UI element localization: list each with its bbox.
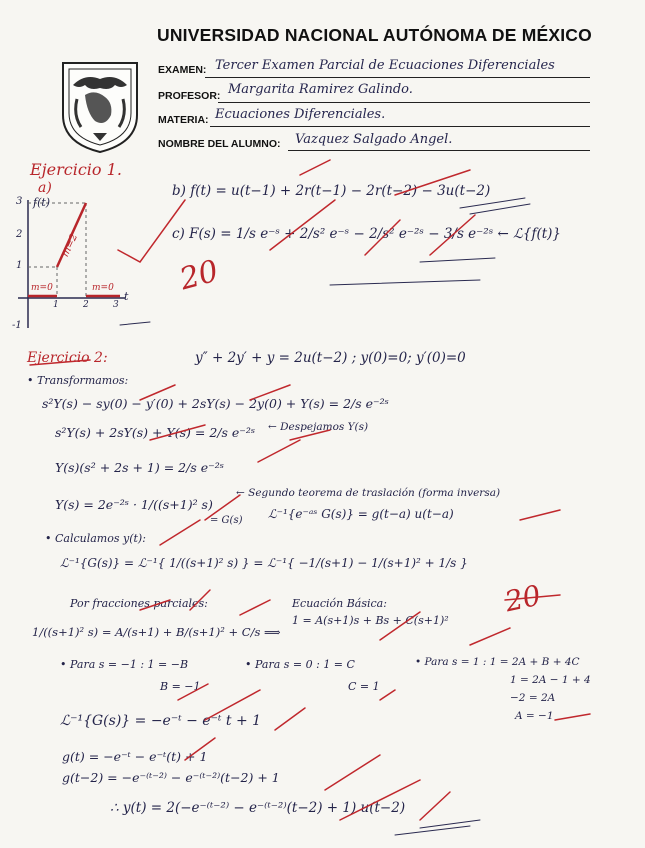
ex2-line-3-note: ← Despejamos Y(s) (268, 421, 369, 433)
check-mark (270, 200, 335, 250)
check-mark (140, 600, 170, 610)
graph-x-tick-3: 3 (113, 300, 119, 310)
professor-value: Margarita Ramirez Galindo. (228, 82, 413, 97)
check-mark (470, 628, 510, 645)
pen-strike (120, 322, 150, 325)
graph-y-tick-1: 1 (16, 260, 23, 271)
subject-label: MATERIA: (158, 114, 209, 126)
ex2-line-1: • Transformamos: (27, 374, 129, 387)
ex2-equation: y″ + 2y′ + y = 2u(t−2) ; y(0)=0; y′(0)=0 (195, 350, 466, 366)
ex2-case-c-2: 1 = 2A − 1 + 4 (510, 674, 591, 686)
student-label: NOMBRE DEL ALUMNO: (158, 138, 281, 150)
university-title: UNIVERSIDAD NACIONAL AUTÓNOMA DE MÉXICO (157, 25, 592, 45)
ex1-grade: 20 (176, 253, 223, 298)
check-mark (205, 690, 260, 720)
graph-y-tick-neg1: -1 (12, 320, 22, 331)
exam-value: Tercer Examen Parcial de Ecuaciones Diferenciales (215, 58, 555, 73)
graph-m0-right: m=0 (92, 283, 114, 293)
underline-mark (505, 595, 560, 600)
ex2-line-12: g(t) = −e⁻ᵗ − e⁻ᵗ(t) + 1 (62, 749, 208, 764)
check-mark (395, 170, 470, 195)
check-mark (250, 385, 290, 400)
ex2-line-8: Por fracciones parciales: (70, 597, 208, 610)
graph-y-tick-2: 2 (16, 229, 23, 240)
ex2-case-b: • Para s = 0 : 1 = C (245, 658, 355, 671)
ex2-line-3: s²Y(s) + 2sY(s) + Y(s) = 2/s e⁻²ˢ (55, 425, 256, 440)
graph-x-tick-2: 2 (83, 300, 89, 310)
check-mark (178, 684, 208, 700)
exam-label: EXAMEN: (158, 64, 207, 76)
check-mark (520, 510, 560, 520)
pen-strike (395, 820, 480, 835)
check-mark (300, 160, 330, 175)
check-mark (190, 590, 210, 610)
check-mark (118, 200, 185, 262)
ex2-line-8-basic: Ecuación Básica: (292, 597, 387, 610)
ex2-case-c-4: A = −1 (515, 710, 554, 722)
ex1-title: Ejercicio 1. (30, 160, 122, 179)
ex2-line-14: ∴ y(t) = 2(−e⁻⁽ᵗ⁻²⁾ − e⁻⁽ᵗ⁻²⁾(t−2) + 1) u(t−2) (110, 800, 406, 816)
ex2-line-5: Y(s) = 2e⁻²ˢ · 1/((s+1)² s) (55, 497, 213, 512)
check-mark (240, 600, 270, 615)
check-mark (140, 385, 175, 400)
check-mark (420, 792, 450, 820)
ex2-line-2: s²Y(s) − sy(0) − y′(0) + 2sY(s) − 2y(0) + Y(s) = 2/s e⁻²ˢ (42, 396, 389, 411)
check-mark (430, 215, 475, 255)
ex2-case-c-3: −2 = 2A (510, 692, 556, 704)
ex2-line-11: ℒ⁻¹{G(s)} = −e⁻ᵗ − e⁻ᵗ t + 1 (60, 713, 262, 729)
check-mark (275, 708, 305, 730)
check-mark (160, 520, 200, 545)
check-mark (380, 612, 420, 640)
graph-f-label: f(t) (33, 196, 51, 209)
ex2-line-5-note: ← Segundo teorema de traslación (forma inversa) (236, 487, 501, 499)
check-mark (205, 495, 240, 520)
pen-strike (330, 258, 495, 285)
ex1-a-label: a) (38, 180, 52, 196)
check-mark (380, 690, 395, 700)
ex2-case-a-result: B = −1 (160, 680, 201, 693)
underline-mark (30, 360, 90, 365)
graph-m0-left: m=0 (31, 283, 53, 293)
ex2-case-b-result: C = 1 (348, 680, 380, 693)
ex2-case-a: • Para s = −1 : 1 = −B (60, 658, 189, 671)
pen-strike (460, 198, 530, 214)
check-mark (340, 780, 420, 820)
ex2-line-5-formula: ℒ⁻¹{e⁻ᵃˢ G(s)} = g(t−a) u(t−a) (268, 507, 454, 521)
check-mark (258, 440, 300, 462)
ex1-b: b) f(t) = u(t−1) + 2r(t−1) − 2r(t−2) − 3u(t−2) (172, 183, 491, 199)
check-mark (185, 738, 215, 760)
ex2-line-6: • Calculamos y(t): (45, 532, 146, 545)
graph-x-tick-1: 1 (53, 300, 59, 310)
ex2-line-5-g: = G(s) (210, 515, 243, 526)
graph-t-label: t (124, 290, 129, 303)
check-mark (325, 755, 380, 790)
check-mark (555, 714, 590, 720)
check-mark (290, 430, 330, 440)
ex1-c: c) F(s) = 1/s e⁻ˢ + 2/s² e⁻ˢ − 2/s² e⁻²ˢ − 3/s e⁻²ˢ ← ℒ{f(t)} (172, 226, 562, 242)
ex2-grade: 20 (501, 578, 544, 619)
ex2-line-7: ℒ⁻¹{G(s)} = ℒ⁻¹{ 1/((s+1)² s) } = ℒ⁻¹{ −1/(s+1) − 1/(s+1)² + 1/s } (60, 556, 468, 570)
ex2-line-9: 1/((s+1)² s) = A/(s+1) + B/(s+1)² + C/s ⟹ (32, 625, 281, 639)
graph-slope-label: m=2 (60, 232, 81, 259)
ex2-case-c: • Para s = 1 : 1 = 2A + B + 4C (415, 656, 580, 668)
graph-y-tick-3: 3 (16, 196, 23, 207)
ex2-line-13: g(t−2) = −e⁻⁽ᵗ⁻²⁾ − e⁻⁽ᵗ⁻²⁾(t−2) + 1 (62, 770, 280, 785)
student-value: Vazquez Salgado Angel. (295, 132, 453, 147)
professor-label: PROFESOR: (158, 90, 221, 102)
check-mark (365, 220, 400, 255)
ex2-line-4: Y(s)(s² + 2s + 1) = 2/s e⁻²ˢ (55, 460, 224, 475)
ex2-line-9-basic: 1 = A(s+1)s + Bs + C(s+1)² (292, 614, 449, 627)
subject-value: Ecuaciones Diferenciales. (215, 107, 386, 122)
check-mark (150, 425, 205, 440)
ex2-title: Ejercicio 2: (27, 350, 108, 366)
